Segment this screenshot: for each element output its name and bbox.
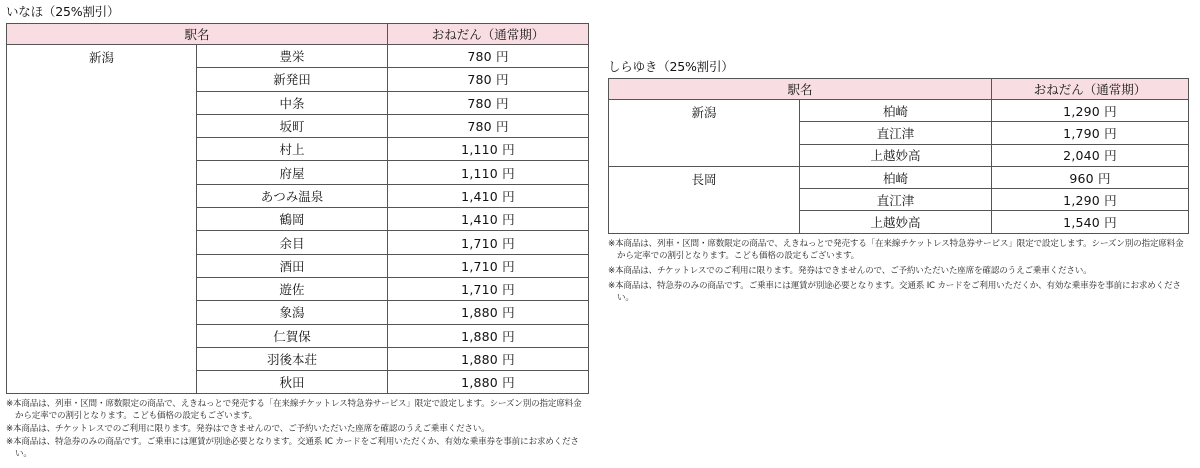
shirayuki-fare-table bbox=[608, 78, 1189, 234]
inaho-notes bbox=[6, 398, 588, 460]
station-column-header: 駅名 bbox=[609, 79, 992, 100]
destination-station-cell: 余目 bbox=[197, 231, 388, 254]
fare-price-cell: 780 円 bbox=[388, 45, 589, 68]
origin-station-cell: 新潟 bbox=[7, 45, 197, 394]
destination-station-cell: 鶴岡 bbox=[197, 208, 388, 231]
fare-price-cell: 1,540 円 bbox=[992, 211, 1189, 233]
fare-price-cell: 1,110 円 bbox=[388, 161, 589, 184]
fare-price-cell: 1,790 円 bbox=[992, 122, 1189, 144]
destination-station-cell: 直江津 bbox=[800, 189, 992, 211]
note-item: ※本商品は、列車・区間・席数限定の商品で、えきねっとで発売する「在来線チケットレス特急券サービス」限定で設定します。シーズン別の指定席料金から定率での割引となります。こども価格の設定もございます。 bbox=[6, 399, 582, 422]
shirayuki-notes bbox=[608, 238, 1188, 304]
fare-price-cell: 1,880 円 bbox=[388, 301, 589, 324]
note-item: ※本商品は、チケットレスでのご利用に限ります。発券はできませんので、ご予約いただいた座席を確認のうえご乗車ください。 bbox=[6, 424, 490, 435]
shirayuki-table-body bbox=[609, 100, 1189, 234]
destination-station-cell: あつみ温泉 bbox=[197, 184, 388, 207]
fare-price-cell: 1,880 円 bbox=[388, 324, 589, 347]
destination-station-cell: 象潟 bbox=[197, 301, 388, 324]
inaho-fare-table bbox=[6, 23, 589, 394]
destination-station-cell: 柏崎 bbox=[800, 166, 992, 188]
fare-price-cell: 1,710 円 bbox=[388, 254, 589, 277]
fare-price-cell: 1,290 円 bbox=[992, 100, 1189, 122]
fare-price-cell: 1,410 円 bbox=[388, 184, 589, 207]
destination-station-cell: 羽後本荘 bbox=[197, 347, 388, 370]
origin-station-cell: 新潟 bbox=[609, 100, 800, 167]
fare-price-cell: 1,290 円 bbox=[992, 189, 1189, 211]
fare-price-cell: 960 円 bbox=[992, 166, 1189, 188]
destination-station-cell: 柏崎 bbox=[800, 100, 992, 122]
station-column-header: 駅名 bbox=[7, 24, 388, 45]
note-item: ※本商品は、チケットレスでのご利用に限ります。発券はできませんので、ご予約いただいた座席を確認のうえご乗車ください。 bbox=[608, 265, 1092, 276]
destination-station-cell: 仁賀保 bbox=[197, 324, 388, 347]
destination-station-cell: 遊佐 bbox=[197, 277, 388, 300]
shirayuki-fare-section bbox=[608, 58, 1188, 307]
inaho-header-row bbox=[7, 24, 589, 45]
destination-station-cell: 酒田 bbox=[197, 254, 388, 277]
destination-station-cell: 新発田 bbox=[197, 68, 388, 91]
note-item: ※本商品は、列車・区間・席数限定の商品で、えきねっとで発売する「在来線チケットレス特急券サービス」限定で設定します。シーズン別の指定席料金から定率での割引となります。こども価格の設定もございます。 bbox=[608, 238, 1184, 261]
inaho-table-title: いなほ（25%割引） bbox=[6, 4, 120, 19]
origin-station-cell: 長岡 bbox=[609, 166, 800, 233]
shirayuki-header-row bbox=[609, 79, 1189, 100]
destination-station-cell: 直江津 bbox=[800, 122, 992, 144]
fare-price-cell: 780 円 bbox=[388, 68, 589, 91]
destination-station-cell: 豊栄 bbox=[197, 45, 388, 68]
fare-price-cell: 1,880 円 bbox=[388, 347, 589, 370]
inaho-table-body bbox=[7, 45, 589, 394]
destination-station-cell: 中条 bbox=[197, 91, 388, 114]
table-row bbox=[609, 166, 1189, 188]
destination-station-cell: 上越妙高 bbox=[800, 211, 992, 233]
note-item: ※本商品は、特急券のみの商品です。ご乗車には運賃が別途必要となります。交通系 IC カードをご利用いただくか、有効な乗車券を事前にお求めください。 bbox=[6, 437, 579, 460]
destination-station-cell: 村上 bbox=[197, 138, 388, 161]
fare-price-cell: 1,110 円 bbox=[388, 138, 589, 161]
fare-price-cell: 1,410 円 bbox=[388, 208, 589, 231]
fare-price-cell: 1,710 円 bbox=[388, 231, 589, 254]
fare-price-cell: 2,040 円 bbox=[992, 144, 1189, 166]
table-row bbox=[7, 45, 589, 68]
price-column-header: おねだん（通常期） bbox=[992, 79, 1189, 100]
fare-price-cell: 780 円 bbox=[388, 114, 589, 137]
table-row bbox=[609, 100, 1189, 122]
destination-station-cell: 坂町 bbox=[197, 114, 388, 137]
destination-station-cell: 上越妙高 bbox=[800, 144, 992, 166]
fare-price-cell: 1,880 円 bbox=[388, 371, 589, 394]
fare-price-cell: 780 円 bbox=[388, 91, 589, 114]
inaho-fare-section bbox=[6, 3, 588, 461]
note-item: ※本商品は、特急券のみの商品です。ご乗車には運賃が別途必要となります。交通系 IC カードをご利用いただくか、有効な乗車券を事前にお求めください。 bbox=[608, 280, 1181, 303]
fare-price-cell: 1,710 円 bbox=[388, 277, 589, 300]
destination-station-cell: 秋田 bbox=[197, 371, 388, 394]
price-column-header: おねだん（通常期） bbox=[388, 24, 589, 45]
shirayuki-table-title: しらゆき（25%割引） bbox=[608, 59, 734, 74]
destination-station-cell: 府屋 bbox=[197, 161, 388, 184]
